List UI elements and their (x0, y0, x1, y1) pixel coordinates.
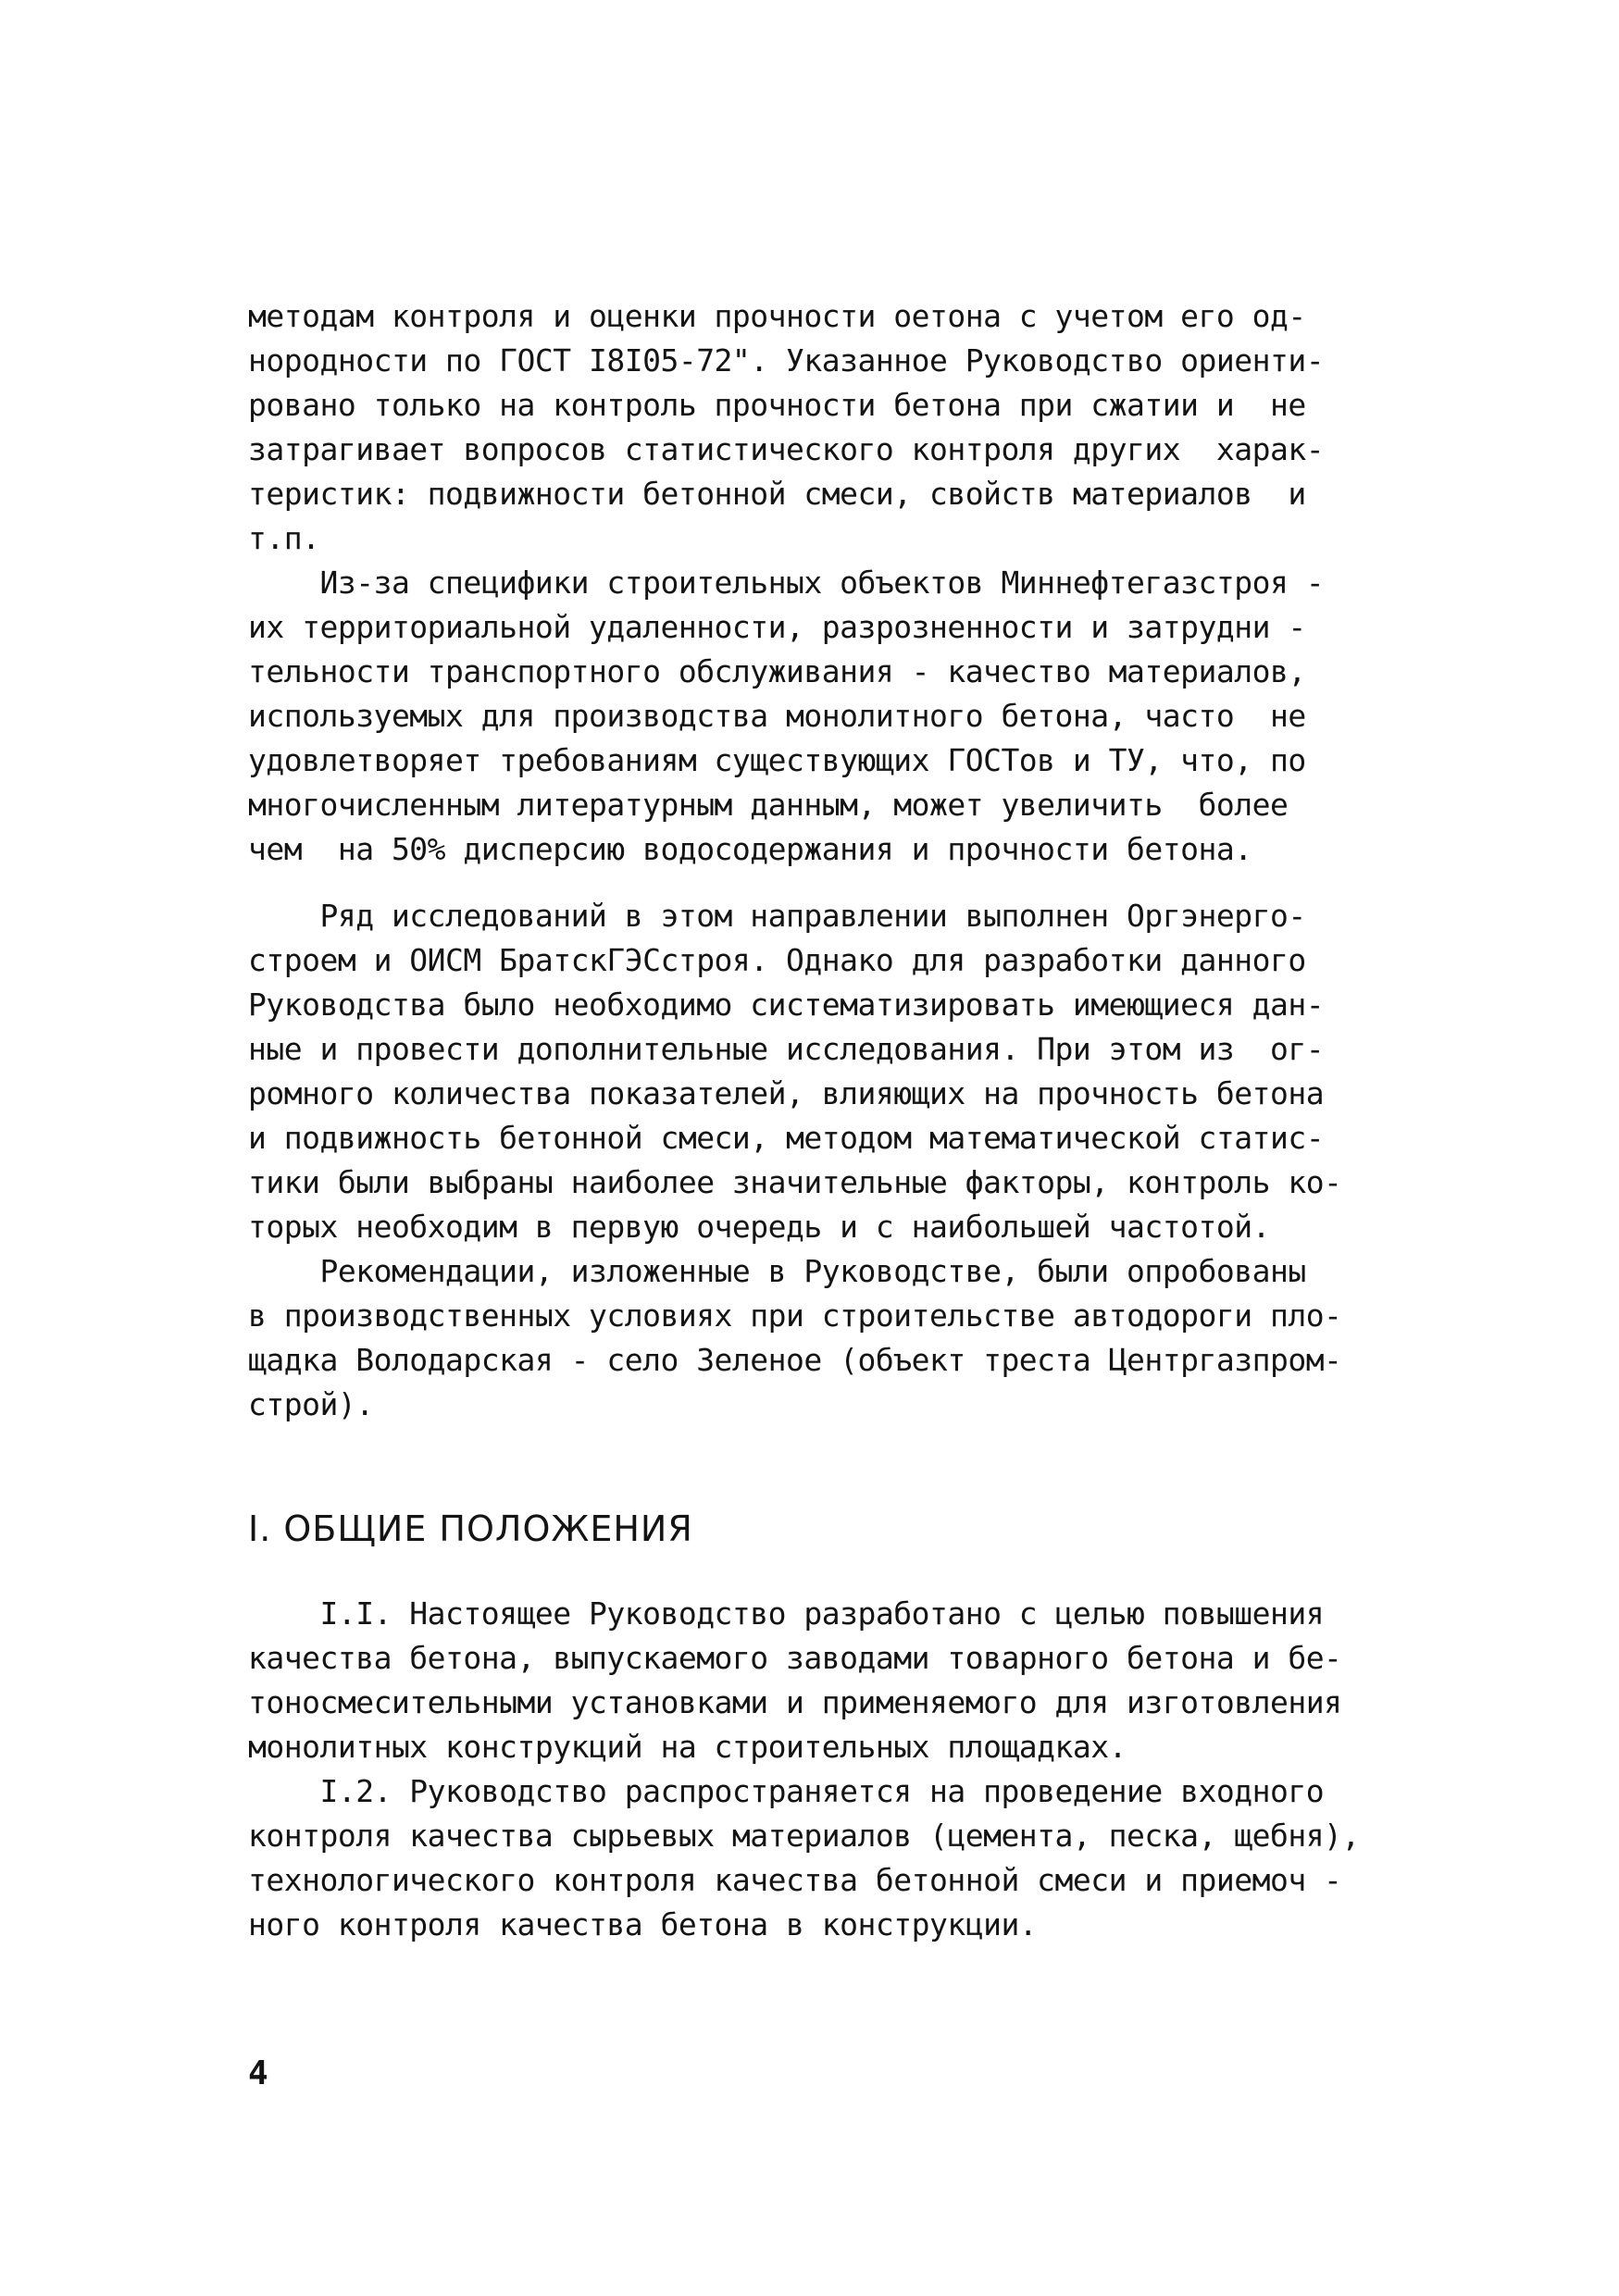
text-line: их территориальной удаленности, разрозненности и затрудни - (248, 609, 1306, 645)
text-line: в производственных условиях при строительстве автодороги пло- (248, 1297, 1342, 1334)
text-line: нородности по ГОСТ I8I05-72". Указанное Руководство ориенти- (248, 342, 1325, 379)
text-line: Руководства было необходимо систематизировать имеющиеся дан- (248, 987, 1325, 1023)
text-line: монолитных конструкций на строительных площадках. (248, 1729, 1127, 1765)
page-number: 4 (248, 2054, 268, 2092)
text-line: используемых для производства монолитного бетона, часто не (248, 698, 1306, 734)
text-line: ромного количества показателей, влияющих на прочность бетона (248, 1075, 1325, 1111)
text-line: чем на 50% дисперсию водосодержания и прочности бетона. (248, 831, 1252, 867)
text-line: Ряд исследований в этом направлении выполнен Оргэнерго- (248, 898, 1306, 934)
text-line: ровано только на контроль прочности бетона при сжатии и не (248, 387, 1306, 423)
text-line: ные и провести дополнительные исследования. При этом из ог- (248, 1031, 1325, 1067)
text-line: ного контроля качества бетона в конструкции. (248, 1906, 1038, 1942)
text-line: теристик: подвижности бетонной смеси, свойств материалов и (248, 476, 1306, 512)
text-line: Из-за специфики строительных объектов Миннефтегазстроя - (248, 565, 1325, 601)
section-heading: I. ОБЩИЕ ПОЛОЖЕНИЯ (248, 1508, 693, 1549)
text-line: технологического контроля качества бетонной смеси и приемоч - (248, 1862, 1342, 1898)
text-line: качества бетона, выпускаемого заводами товарного бетона и бе- (248, 1640, 1342, 1676)
text-line: удовлетворяет требованиям существующих ГОСТов и ТУ, что, по (248, 742, 1306, 778)
text-line: Рекомендации, изложенные в Руководстве, были опробованы (248, 1253, 1306, 1289)
text-line: тики были выбраны наиболее значительные факторы, контроль ко- (248, 1164, 1342, 1200)
text-line: I.I. Настоящее Руководство разработано с целью повышения (248, 1595, 1325, 1632)
text-line: тельности транспортного обслуживания - качество материалов, (248, 653, 1306, 689)
text-line: щадка Володарская - село Зеленое (объект треста Центргазпром- (248, 1342, 1342, 1378)
text-line: тоносмесительными установками и применяемого для изготовления (248, 1684, 1342, 1720)
text-line: I.2. Руководство распространяется на проведение входного (248, 1773, 1325, 1809)
text-line: затрагивает вопросов статистического контроля других харак- (248, 431, 1325, 467)
text-line: строй). (248, 1386, 374, 1422)
text-line: т.п. (248, 520, 320, 556)
text-line: строем и ОИСМ БратскГЭСстроя. Однако для разработки данного (248, 942, 1306, 978)
text-line: торых необходим в первую очередь и с наибольшей частотой. (248, 1209, 1270, 1245)
text-line: контроля качества сырьевых материалов (цемента, песка, щебня), (248, 1818, 1360, 1854)
text-line: методам контроля и оценки прочности оетона с учетом его од- (248, 298, 1306, 334)
text-line: и подвижность бетонной смеси, методом математической статис- (248, 1120, 1325, 1156)
text-line: многочисленным литературным данным, может увеличить более (248, 787, 1289, 823)
